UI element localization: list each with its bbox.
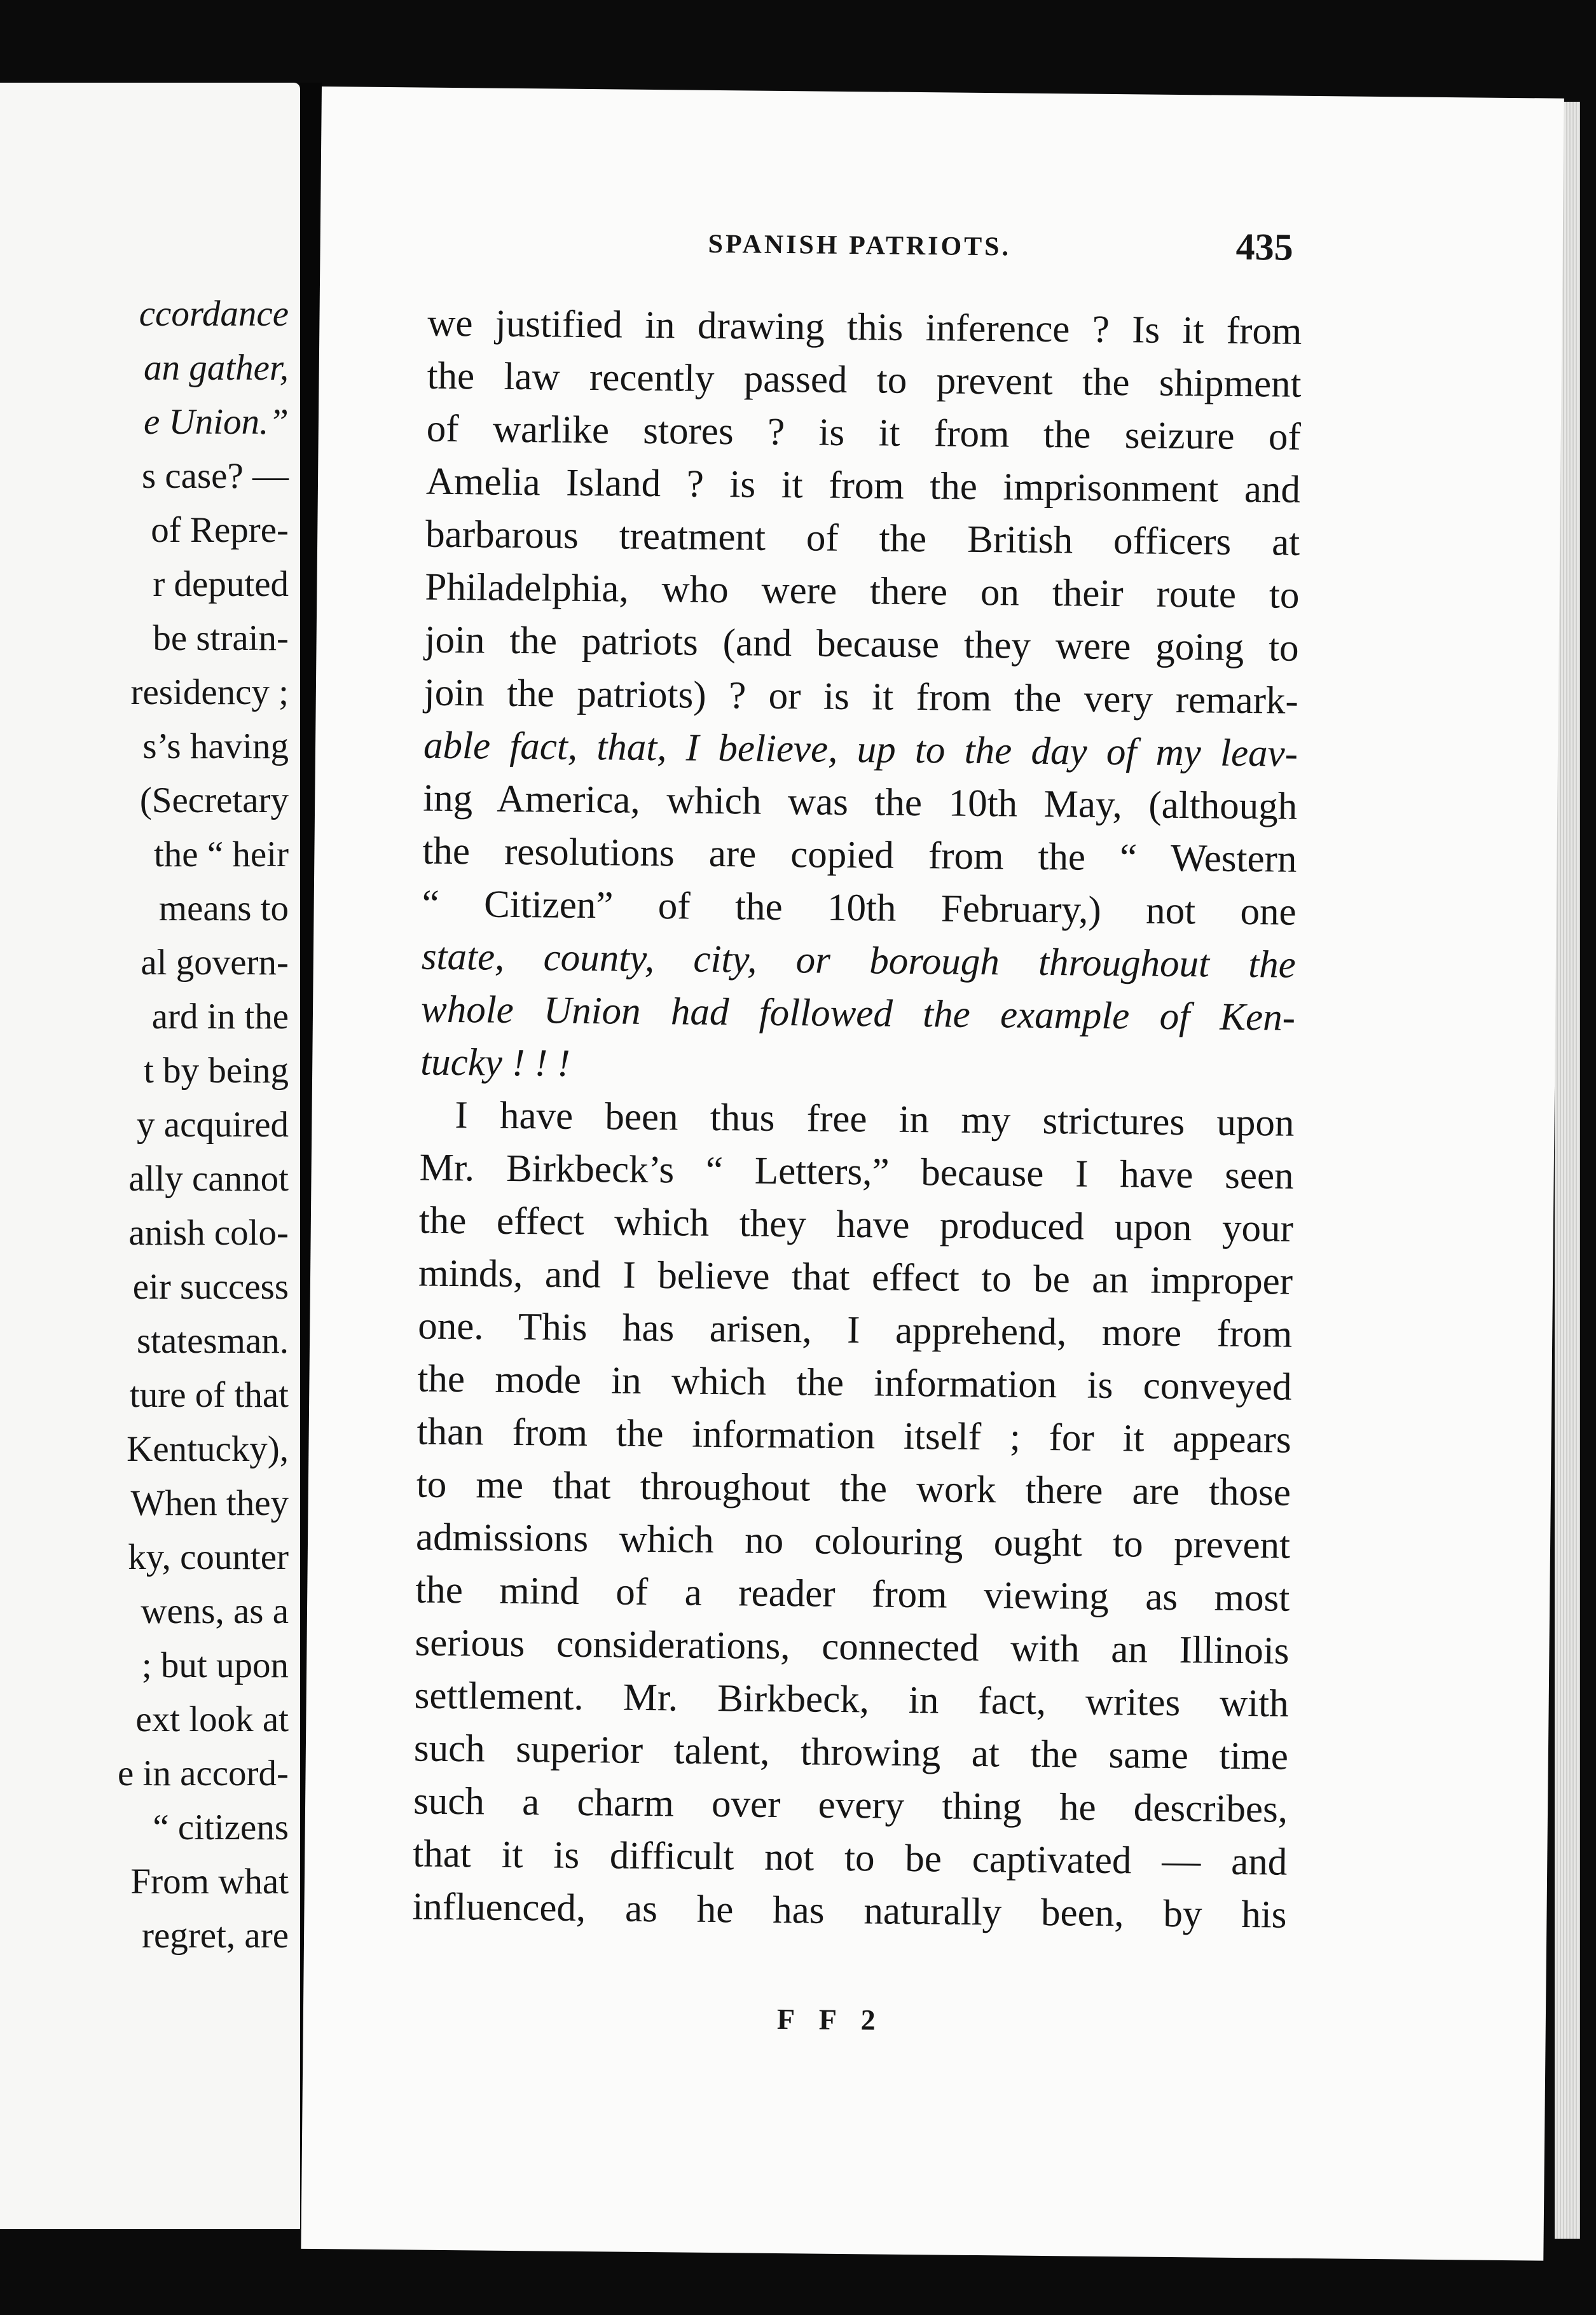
text-line-29: such a charm over every thing he describes, xyxy=(413,1779,1288,1831)
text-line-2: the law recently passed to prevent the shipment xyxy=(427,354,1302,406)
text-line-21: the mode in which the information is conveyed xyxy=(417,1357,1292,1409)
left-line-3: e Union.” xyxy=(144,402,289,442)
left-line-7: be strain- xyxy=(153,618,289,658)
text-line-6: Philadelphia, who were there on their route to xyxy=(425,565,1300,617)
left-line-20: statesman. xyxy=(136,1321,289,1361)
right-page xyxy=(301,86,1564,2261)
text-line-9: able fact, that, I believe, up to the day of my leav- xyxy=(423,724,1298,775)
left-line-18: anish colo- xyxy=(128,1213,289,1253)
text-line-20: one. This has arisen, I apprehend, more from xyxy=(417,1304,1293,1356)
left-line-1: ccordance xyxy=(139,294,289,334)
left-line-16: y acquired xyxy=(137,1105,289,1145)
text-line-24: admissions which no colouring ought to prevent xyxy=(415,1516,1291,1567)
text-line-27: settlement. Mr. Birkbeck, in fact, writes with xyxy=(414,1674,1289,1725)
text-line-28: such superior talent, throwing at the same time xyxy=(413,1727,1289,1778)
left-line-10: (Secretary xyxy=(139,780,289,820)
text-line-3: of warlike stores ? is it from the seizure of xyxy=(426,407,1302,459)
page-number: 435 xyxy=(1235,225,1293,268)
signature-mark: F F 2 xyxy=(776,2003,884,2036)
left-line-24: ky, counter xyxy=(128,1537,289,1577)
text-line-11: the resolutions are copied from the “ Western xyxy=(422,829,1297,881)
left-line-31: regret, are xyxy=(142,1916,289,1956)
text-line-5: barbarous treatment of the British officers at xyxy=(425,513,1300,564)
left-line-11: the “ heir xyxy=(153,834,289,874)
text-line-13: state, county, city, or borough throughout the xyxy=(421,935,1297,986)
left-line-30: From what xyxy=(130,1862,289,1902)
text-line-12: “ Citizen” of the 10th February,) not one xyxy=(422,882,1297,934)
left-line-22: Kentucky), xyxy=(127,1429,289,1469)
left-line-14: ard in the xyxy=(151,997,289,1037)
left-line-6: r deputed xyxy=(153,564,289,604)
left-line-8: residency ; xyxy=(130,672,289,712)
text-line-10: ing America, which was the 10th May, (although xyxy=(422,777,1298,828)
left-line-13: al govern- xyxy=(141,943,289,983)
left-line-15: t by being xyxy=(144,1051,289,1091)
text-line-19: minds, and I believe that effect to be an improper xyxy=(418,1252,1293,1303)
text-line-8: join the patriots) ? or is it from the very remark- xyxy=(423,671,1299,722)
left-line-2: an gather, xyxy=(144,348,289,388)
left-line-28: e in accord- xyxy=(118,1753,289,1793)
left-page xyxy=(0,83,300,2229)
running-head: SPANISH PATRIOTS. xyxy=(708,229,1012,262)
text-line-23: to me that throughout the work there are those xyxy=(416,1463,1291,1514)
text-line-26: serious considerations, connected with an Illinois xyxy=(415,1621,1290,1673)
text-line-30: that it is difficult not to be captivated — and xyxy=(413,1832,1288,1884)
left-line-27: ext look at xyxy=(135,1699,289,1739)
text-line-17: Mr. Birkbeck’s “ Letters,” because I have seen xyxy=(419,1146,1294,1198)
left-line-12: means to xyxy=(158,888,289,929)
left-line-26: ; but upon xyxy=(141,1645,289,1685)
left-line-29: “ citizens xyxy=(153,1807,289,1848)
left-line-4: s case? — xyxy=(141,456,289,496)
left-line-9: s’s having xyxy=(142,726,289,766)
text-line-1: we justified in drawing this inference ? Is it from xyxy=(427,301,1302,353)
left-line-5: of Repre- xyxy=(151,510,289,550)
left-line-25: wens, as a xyxy=(141,1591,289,1631)
text-line-7: join the patriots (and because they were going to xyxy=(424,618,1299,670)
left-line-19: eir success xyxy=(132,1267,289,1307)
text-line-18: the effect which they have produced upon your xyxy=(418,1199,1294,1250)
text-line-25: the mind of a reader from viewing as most xyxy=(415,1568,1290,1620)
text-line-22: than from the information itself ; for it appears xyxy=(416,1410,1291,1462)
left-line-21: ture of that xyxy=(129,1375,289,1415)
text-line-15: tucky ! ! ! xyxy=(420,1040,570,1085)
left-line-17: ally cannot xyxy=(128,1159,289,1199)
text-line-31: influenced, as he has naturally been, by his xyxy=(412,1885,1287,1937)
text-line-4: Amelia Island ? is it from the imprisonment and xyxy=(425,460,1301,511)
left-line-23: When they xyxy=(130,1483,289,1523)
text-line-14: whole Union had followed the example of Ken- xyxy=(420,988,1296,1039)
text-line-16: I have been thus free in my strictures upon xyxy=(455,1094,1295,1145)
